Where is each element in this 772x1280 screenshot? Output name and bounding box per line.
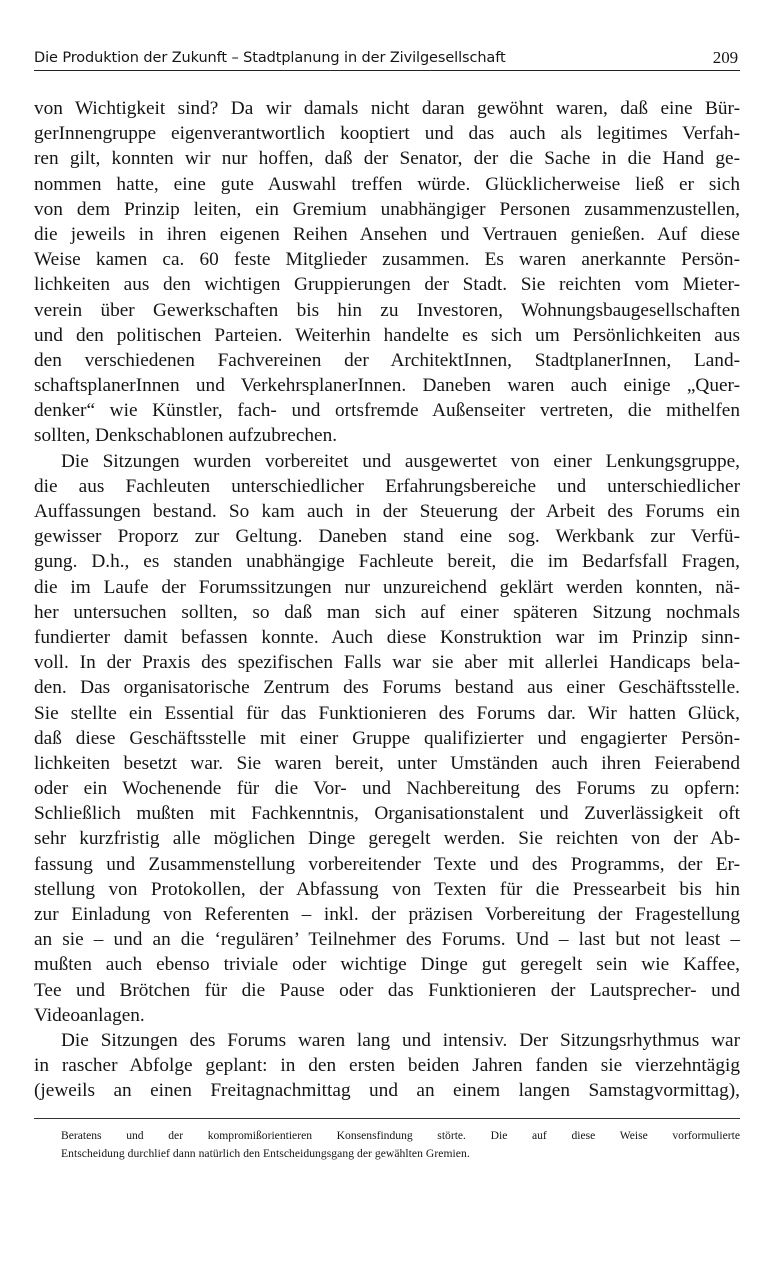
text-line: daß diese Geschäftsstelle mit einer Gruppe qualifizierter und engagierter Persön- (34, 727, 740, 749)
footnote-line: Entscheidung durchlief dann natürlich den Entscheidungsgang der gewählten Gremien. (61, 1147, 470, 1160)
body-text (34, 96, 740, 1104)
footnote-line: Beratens und der kompromißorientieren Konsensfindung störte. Die auf diese Weise vorformulierte (61, 1129, 740, 1142)
text-line: fassung und Zusammenstellung vorbereitender Texte und des Programms, der Er- (34, 853, 740, 875)
text-line: oder ein Wochenende für die Vor- und Nachbereitung des Forums zu opfern: (34, 778, 740, 800)
text-line: von Wichtigkeit sind? Da wir damals nicht daran gewöhnt waren, daß eine Bür- (34, 98, 740, 119)
text-line: die im Laufe der Forumssitzungen nur unzureichend geklärt werden konnten, nä- (34, 576, 740, 598)
text-line: voll. In der Praxis des spezifischen Falls war sie aber mit allerlei Handicaps bela- (34, 652, 740, 674)
text-line: verein über Gewerkschaften bis hin zu Investoren, Wohnungsbaugesellschaften (34, 299, 740, 321)
paragraph-last-line: Videoanlagen. (34, 1004, 145, 1026)
text-line: Auffassungen bestand. So kam auch in der Steuerung der Arbeit des Forums ein (34, 501, 740, 522)
paragraph-first-line: Die Sitzungen des Forums waren lang und intensiv. Der Sitzungsrhythmus war (61, 1029, 740, 1051)
header-rule (34, 70, 740, 71)
text-line: (jeweils an einen Freitagnachmittag und an einem langen Samstagvormittag), (34, 1080, 740, 1102)
text-line: sehr kurzfristig alle möglichen Dinge geregelt werden. Sie reichten von der Ab- (34, 828, 740, 850)
text-line: die jeweils in ihren eigenen Reihen Ansehen und Vertrauen genießen. Auf diese (34, 223, 740, 245)
footnote-rule (34, 1118, 740, 1119)
text-line: Schließlich mußten mit Fachkenntnis, Organisationstalent und Zuverlässigkeit oft (34, 803, 740, 825)
text-line: den verschiedenen Fachvereinen der ArchitektInnen, StadtplanerInnen, Land- (34, 349, 740, 371)
text-line: her untersuchen sollten, so daß man sich auf einer späteren Sitzung nochmals (34, 601, 740, 623)
text-line: gung. D.h., es standen unabhängige Fachleute bereit, die im Bedarfsfall Fragen, (34, 551, 740, 573)
text-line: Tee und Brötchen für die Pause oder das Funktionieren der Lautsprecher- und (34, 979, 740, 1001)
text-line: mußten auch ebenso triviale oder wichtige Dinge gut geregelt sein wie Kaffee, (34, 954, 740, 976)
page-number: 209 (712, 48, 738, 67)
text-line: stellung von Protokollen, der Abfassung von Texten für die Pressearbeit bis hin (34, 878, 740, 900)
paragraph-last-line: sollten, Denkschablonen aufzubrechen. (34, 425, 338, 447)
running-head (34, 50, 740, 70)
text-line: von dem Prinzip leiten, ein Gremium unabhängiger Personen zusammenzustellen, (34, 198, 740, 220)
text-line: den. Das organisatorische Zentrum des Forums bestand aus einer Geschäftsstelle. (34, 677, 740, 699)
text-line: in rascher Abfolge geplant: in den ersten beiden Jahren fanden sie vierzehntägig (34, 1055, 740, 1077)
paragraph-first-line: Die Sitzungen wurden vorbereitet und ausgewertet von einer Lenkungsgruppe, (61, 450, 740, 472)
text-line: lichkeiten aus den wichtigen Gruppierungen der Stadt. Sie reichten vom Mieter- (34, 274, 740, 296)
text-line: ren gilt, konnten wir nur hoffen, daß der Senator, der die Sache in die Hand ge- (34, 148, 740, 170)
text-line: an sie – und an die ‘regulären’ Teilnehmer des Forums. Und – last but not least – (34, 929, 740, 951)
text-line: und den politischen Parteien. Weiterhin handelte es sich um Persönlichkeiten aus (34, 324, 740, 346)
text-line: nommen hatte, eine gute Auswahl treffen würde. Glücklicherweise ließ er sich (34, 173, 740, 195)
text-line: Sie stellte ein Essential für das Funktionieren des Forums dar. Wir hatten Glück, (34, 702, 740, 724)
footnote (61, 1127, 740, 1163)
text-line: zur Einladung von Referenten – inkl. der präzisen Vorbereitung der Fragestellung (34, 904, 740, 925)
text-line: gewisser Proporz zur Geltung. Daneben stand eine sog. Werkbank zur Verfü- (34, 526, 740, 548)
text-line: Weise kamen ca. 60 feste Mitglieder zusammen. Es waren anerkannte Persön- (34, 249, 740, 271)
text-line: fundierter damit befassen konnte. Auch diese Konstruktion war im Prinzip sinn- (34, 626, 740, 648)
text-line: denker“ wie Künstler, fach- und ortsfremde Außenseiter vertreten, die mithelfen (34, 400, 740, 422)
text-line: gerInnengruppe eigenverantwortlich kooptiert und das auch als legitimes Verfah- (34, 123, 740, 145)
text-line: schaftsplanerInnen und VerkehrsplanerInnen. Daneben waren auch einige „Quer- (34, 375, 740, 397)
running-head-title: Die Produktion der Zukunft – Stadtplanung in der Zivilgesellschaft (34, 50, 506, 66)
text-line: die aus Fachleuten unterschiedlicher Erfahrungsbereiche und unterschiedlicher (34, 475, 740, 497)
text-line: lichkeiten besetzt war. Sie waren bereit, unter Umständen auch ihren Feierabend (34, 752, 740, 774)
